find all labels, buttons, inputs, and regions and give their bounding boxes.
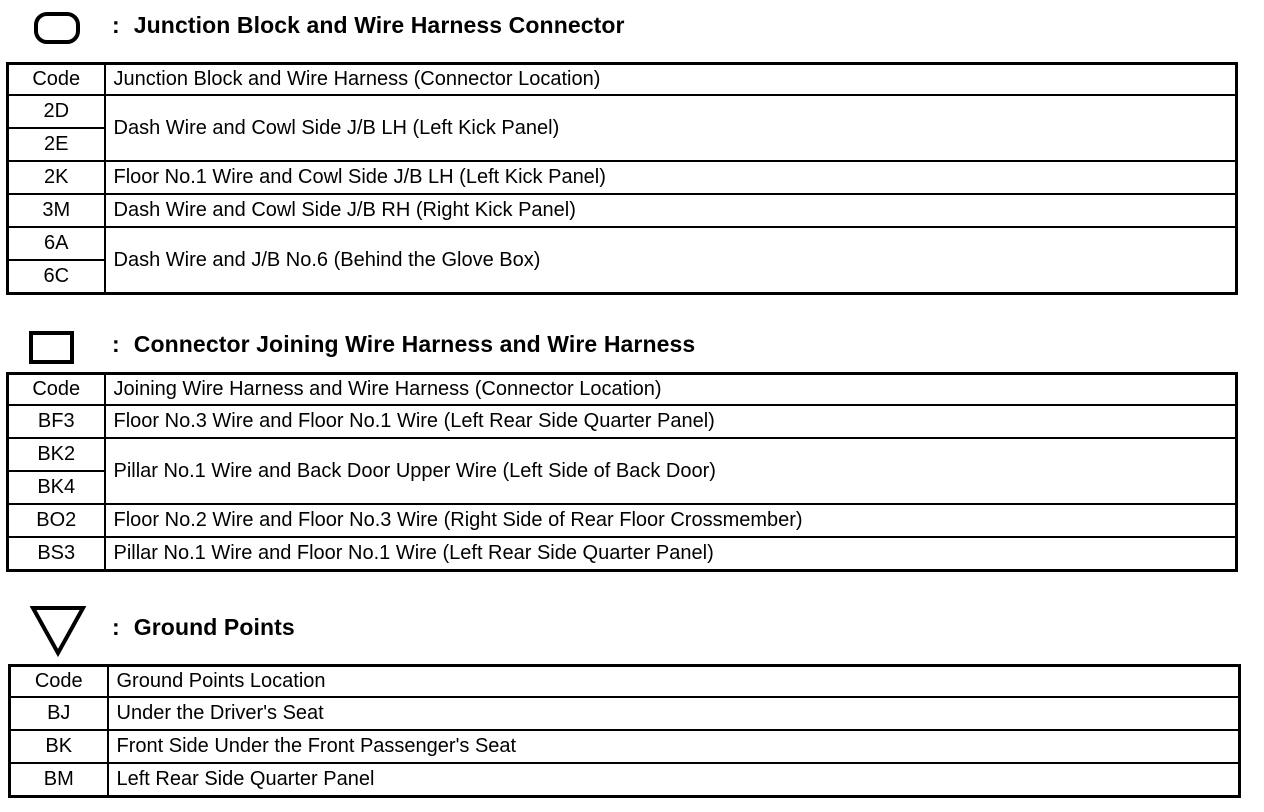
table-row — [10, 697, 1240, 730]
description-cell: Floor No.2 Wire and Floor No.3 Wire (Right Side of Rear Floor Crossmember) — [105, 504, 1237, 537]
description-cell: Pillar No.1 Wire and Back Door Upper Wire (Left Side of Back Door) — [105, 438, 1237, 504]
table-row — [8, 537, 1237, 571]
table-row — [8, 405, 1237, 438]
code-cell: 6C — [8, 260, 105, 294]
section-heading-junction-block — [112, 12, 625, 39]
description-cell: Floor No.3 Wire and Floor No.1 Wire (Left Rear Side Quarter Panel) — [105, 405, 1237, 438]
table-header-row — [10, 666, 1240, 698]
table-row — [8, 194, 1237, 227]
code-cell: BK — [10, 730, 108, 763]
header-code: Code — [8, 374, 105, 406]
code-cell: BK4 — [8, 471, 105, 504]
description-cell: Front Side Under the Front Passenger's Seat — [108, 730, 1240, 763]
code-cell: 2D — [8, 95, 105, 128]
header-code: Code — [10, 666, 108, 698]
table-row — [8, 95, 1237, 128]
square-icon — [29, 331, 75, 365]
table-header-row — [8, 64, 1237, 96]
section-heading-ground-points — [112, 614, 295, 641]
table-row — [10, 730, 1240, 763]
header-description: Ground Points Location — [108, 666, 1240, 698]
code-cell: 3M — [8, 194, 105, 227]
description-cell: Dash Wire and Cowl Side J/B LH (Left Kick Panel) — [105, 95, 1237, 161]
heading-colon: : — [112, 614, 120, 640]
description-cell: Dash Wire and J/B No.6 (Behind the Glove Box) — [105, 227, 1237, 294]
code-cell: BJ — [10, 697, 108, 730]
heading-colon: : — [112, 331, 120, 357]
description-cell: Under the Driver's Seat — [108, 697, 1240, 730]
code-cell: BM — [10, 763, 108, 797]
table-header-row — [8, 374, 1237, 406]
code-cell: BF3 — [8, 405, 105, 438]
heading-colon: : — [112, 12, 120, 38]
section-heading-connector-joining — [112, 331, 695, 358]
code-cell: 2K — [8, 161, 105, 194]
code-cell: BK2 — [8, 438, 105, 471]
description-cell: Left Rear Side Quarter Panel — [108, 763, 1240, 797]
ground-points-table — [8, 664, 1241, 798]
header-description: Junction Block and Wire Harness (Connector Location) — [105, 64, 1237, 96]
code-cell: BS3 — [8, 537, 105, 571]
code-cell: 6A — [8, 227, 105, 260]
rounded-rect-icon — [34, 12, 80, 44]
table-row — [8, 161, 1237, 194]
table-row — [8, 504, 1237, 537]
code-cell: BO2 — [8, 504, 105, 537]
header-description: Joining Wire Harness and Wire Harness (Connector Location) — [105, 374, 1237, 406]
section-title: Junction Block and Wire Harness Connector — [133, 12, 625, 38]
junction-block-table — [6, 62, 1238, 295]
section-title: Ground Points — [133, 614, 295, 640]
table-row — [8, 227, 1237, 260]
triangle-down-icon — [30, 605, 86, 657]
code-cell: 2E — [8, 128, 105, 161]
connector-joining-table — [6, 372, 1238, 572]
section-title: Connector Joining Wire Harness and Wire Harness — [133, 331, 696, 357]
table-row — [8, 438, 1237, 471]
description-cell: Pillar No.1 Wire and Floor No.1 Wire (Left Rear Side Quarter Panel) — [105, 537, 1237, 571]
header-code: Code — [8, 64, 105, 96]
table-row — [10, 763, 1240, 797]
description-cell: Dash Wire and Cowl Side J/B RH (Right Kick Panel) — [105, 194, 1237, 227]
description-cell: Floor No.1 Wire and Cowl Side J/B LH (Left Kick Panel) — [105, 161, 1237, 194]
